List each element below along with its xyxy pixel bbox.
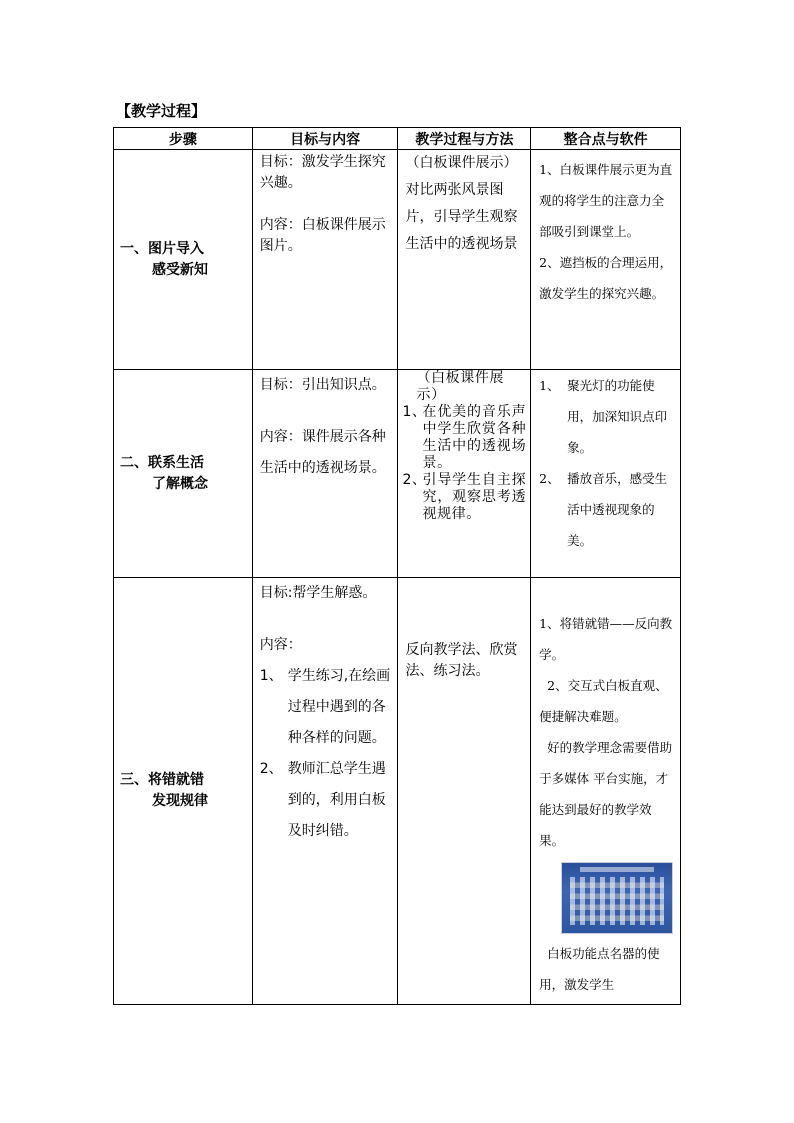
integration-item: 1、将错就错——反向教学。 [539, 616, 673, 662]
step-title: 二、联系生活 [120, 454, 204, 471]
list-item: 2、 教师汇总学生遇到的，利用白板及时纠错。 [259, 761, 386, 839]
integration-item: 1、白板课件展示更为直观的将学生的注意力全部吸引到课堂上。 [539, 162, 673, 239]
header-goal-content: 目标与内容 [252, 128, 398, 150]
table-row [114, 578, 681, 1005]
process-text: （白板课件展示）对比两张风景图片，引导学生观察生活中的透视场景 [405, 155, 518, 252]
list-item: 2、 引导学生自主探究，观察思考透视规律。 [402, 472, 527, 522]
step-title: 三、将错就错 [120, 772, 204, 788]
goal-text: 目标:帮学生解惑。 [259, 585, 377, 601]
process-cell [398, 150, 531, 370]
step-title: 一、图片导入 [120, 240, 204, 257]
section-heading: 【教学过程】 [116, 102, 207, 120]
header-integration-software: 整合点与软件 [531, 128, 681, 150]
process-text: 反向教学法、欣赏法、练习法。 [405, 642, 518, 679]
integration-item: 好的教学理念需要借助于多媒体 平台实施，才能达到最好的教学效果。 [539, 740, 673, 848]
goal-content-cell [252, 370, 398, 578]
step-cell [114, 150, 253, 370]
header-step: 步骤 [114, 128, 253, 150]
integration-item: 2、遮挡板的合理运用，激发学生的探究兴趣。 [539, 255, 673, 301]
content-heading: 内容： [259, 637, 302, 653]
list-item: 2、 播放音乐，感受生活中透视现象的美。 [539, 471, 668, 548]
table-row [114, 150, 681, 370]
goal-content-cell [252, 578, 398, 1005]
step-cell [114, 370, 253, 578]
list-item: 1、 聚光灯的功能使用，加深知识点印象。 [539, 378, 668, 455]
goal-text: 目标：激发学生探究兴趣。 [259, 154, 386, 191]
image-caption: 白板功能点名器的使用，激发学生 [539, 946, 660, 992]
step-subtitle: 发现规律 [152, 793, 208, 809]
table-row [114, 370, 681, 578]
whiteboard-screenshot-image [561, 862, 673, 934]
content-text: 内容：白板课件展示图片。 [259, 217, 386, 254]
goal-text: 目标：引出知识点。 [259, 377, 386, 393]
teaching-process-table [113, 127, 681, 1005]
process-cell [398, 578, 531, 1005]
goal-content-cell [252, 150, 398, 370]
integration-item: 2、交互式白板直观、便捷解决难题。 [539, 678, 668, 724]
process-heading: （白板课件展示） [416, 370, 505, 403]
process-cell [398, 370, 531, 578]
list-item: 1、 学生练习,在绘画过程中遇到的各种各样的问题。 [259, 668, 391, 746]
step-cell [114, 578, 253, 1005]
content-text: 内容：课件展示各种生活中的透视场景。 [259, 429, 386, 476]
integration-cell [531, 370, 681, 578]
step-subtitle: 了解概念 [152, 475, 208, 492]
header-process-method: 教学过程与方法 [398, 128, 531, 150]
integration-cell [531, 578, 681, 1005]
table-header-row [114, 128, 681, 150]
integration-cell [531, 150, 681, 370]
step-subtitle: 感受新知 [152, 261, 208, 278]
list-item: 1、 在优美的音乐声中学生欣赏各种生活中的透视场景。 [402, 404, 527, 471]
